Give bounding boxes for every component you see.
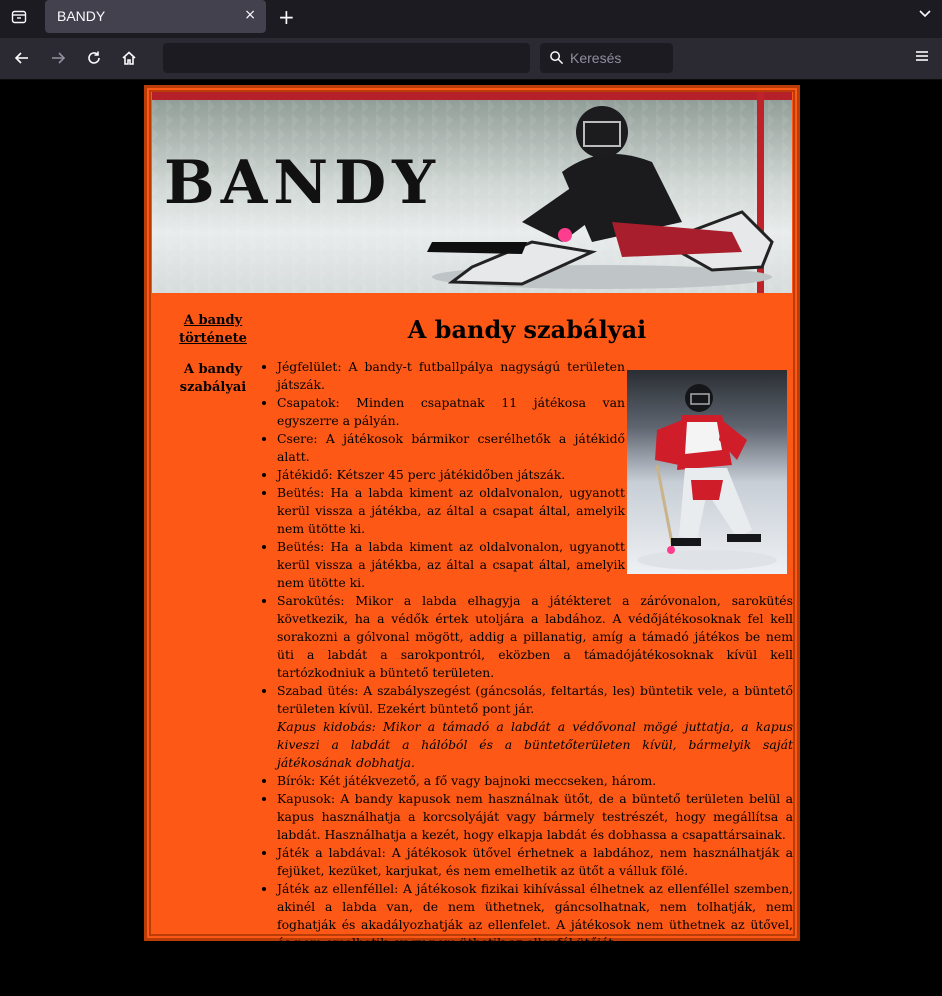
- tab-bar: [0, 0, 942, 38]
- list-item: • Csere: A játékosok bármikor cserélhetők a játékidő alatt.: [277, 430, 625, 466]
- sidebar-current-rules: A bandy szabályai: [179, 362, 247, 395]
- nav-bar: [0, 38, 942, 80]
- rule-free-hit: Szabad ütés: A szabályszegést (gáncsolás, feltartás, les) büntetik vele, a büntető területen kívül. Ezekért büntető pont jár.: [277, 683, 793, 716]
- list-item: • Játékidő: Kétszer 45 perc játékidőben játszák.: [277, 466, 625, 484]
- tab-list-icon[interactable]: [6, 6, 32, 28]
- banner-image: [152, 92, 792, 293]
- search-icon: [549, 50, 564, 69]
- list-item: [277, 682, 793, 772]
- skater-illustration: [627, 370, 787, 574]
- list-item: • Sarokütés: Mikor a labda elhagyja a játékteret a záróvonalon, sarokütés következik, ha a védők értek utoljára a labdához. A védőjátékosoknak fel kell sorakozni a gólvonal mögött, addig a pillanatig, amíg a támadó játékos be nem üti a labdát a sarokpontról, eközben a támadójátékosoknak kívül kell tartózkodniuk a büntető területen.: [277, 592, 793, 682]
- forward-icon[interactable]: [48, 48, 68, 68]
- page-title: A bandy szabályai: [407, 315, 647, 344]
- banner-title: BANDY: [164, 148, 441, 218]
- sidebar-link-history[interactable]: A bandy története: [179, 313, 247, 346]
- player-photo: [627, 370, 787, 574]
- url-bar[interactable]: [163, 43, 530, 73]
- list-item: • Bírók: Két játékvezető, a fő vagy bajnoki meccseken, három.: [277, 772, 793, 790]
- list-item: • Jégfelület: A bandy-t futballpálya nagyságú területen játszák.: [277, 358, 625, 394]
- goalkeeper-illustration: [412, 92, 792, 293]
- tab-title: BANDY: [57, 8, 106, 24]
- list-item: • Csapatok: Minden csapatnak 11 játékosa van egyszerre a pályán.: [277, 394, 625, 430]
- sidebar-nav: [165, 312, 261, 397]
- search-input[interactable]: [570, 49, 666, 67]
- list-item: • Beütés: Ha a labda kiment az oldalvonalon, ugyanott kerül vissza a játékba, az által a csapat által, amelyik nem ütötte ki.: [277, 538, 625, 592]
- reload-icon[interactable]: [84, 48, 104, 68]
- list-item: • Játék a labdával: A játékosok ütővel érhetnek a labdához, nem használhatják a fejüket, kezüket, karjukat, és nem emelhetik az ütőt a válluk fölé.: [277, 844, 793, 880]
- back-icon[interactable]: [12, 48, 32, 68]
- search-bar[interactable]: [540, 43, 673, 73]
- list-item: • Játék az ellenféllel: A játékosok fizikai kihívással élhetnek az ellenféllel szemben, akinél a labda van, de nem üthetnek, gáncsolhatnak, nem tolhatják, nem foghatják és akadályozhatják az ellenfelet. A játékosok nem üthetnek az ütővel, és nem emelhetik, vagy nem üthetik az ellenfél ütőjét.: [277, 880, 793, 952]
- tab-bandy[interactable]: [45, 0, 266, 33]
- chevron-down-icon[interactable]: [918, 6, 932, 25]
- list-item: • Kapusok: A bandy kapusok nem használnak ütőt, de a büntető területen belül a kapus használhatja a korcsolyáját vagy bármely testrészét, hogy megállítsa a labdát. Használhatja a kezét, hogy elkapja labdát és dobhassa a csapattársainak.: [277, 790, 793, 844]
- goal-throw-note: Kapus kidobás: Mikor a támadó a labdát a védővonal mögé juttatja, a kapus kiveszi a labdát a hálóból és a büntetőterületen kívül, bármelyik saját játékosának dobhatja.: [277, 719, 793, 770]
- home-icon[interactable]: [119, 48, 139, 68]
- page-frame: [144, 85, 800, 950]
- tab-close-icon[interactable]: ×: [244, 7, 256, 23]
- main-content: [261, 310, 793, 952]
- new-tab-icon[interactable]: +: [278, 5, 295, 29]
- list-item: • Beütés: Ha a labda kiment az oldalvonalon, ugyanott kerül vissza a játékba, az által a csapat által, amelyik nem ütötte ki.: [277, 484, 625, 538]
- menu-icon[interactable]: [914, 48, 930, 68]
